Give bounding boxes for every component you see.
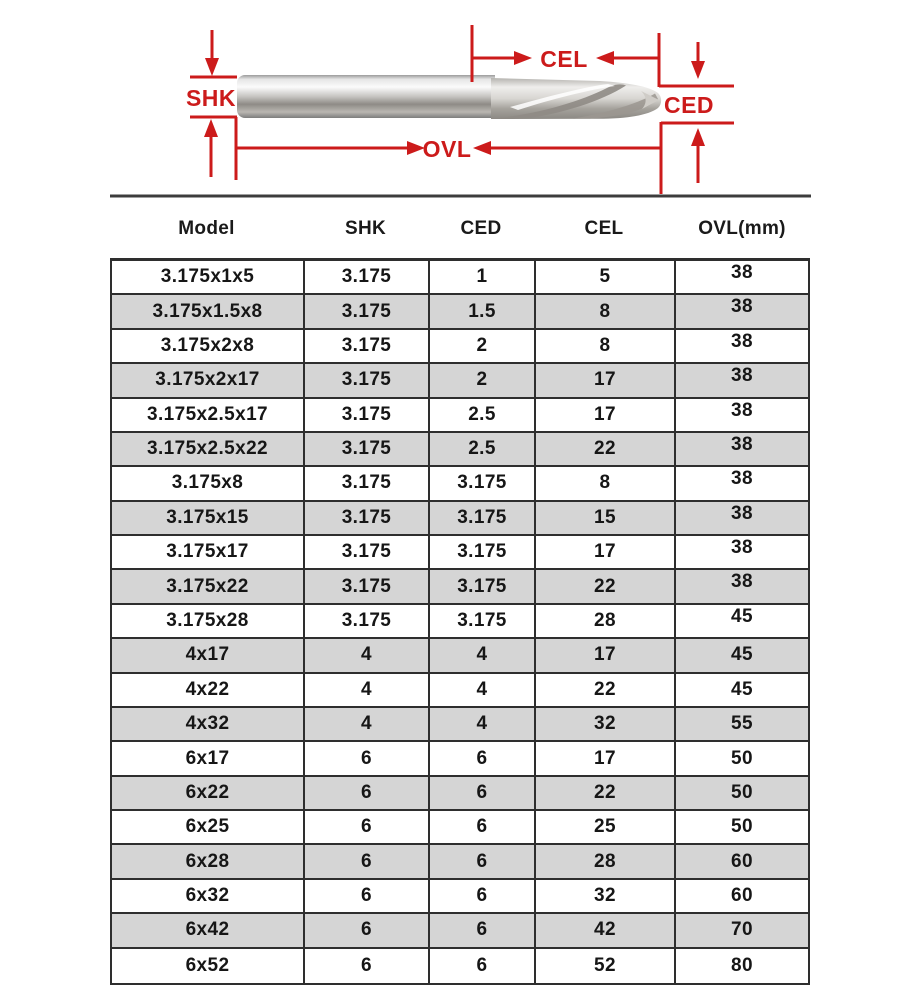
table-row <box>112 777 808 811</box>
table-row <box>112 502 808 536</box>
cell-shk: 3.175 <box>305 330 430 362</box>
cell-model: 6x32 <box>112 880 305 912</box>
table-row <box>112 605 808 639</box>
cell-cel: 22 <box>536 777 676 809</box>
cell-cel: 42 <box>536 914 676 946</box>
cell-ovl: 38 <box>731 537 753 559</box>
cell-model: 4x32 <box>112 708 305 740</box>
ced-dimension-label: CED <box>663 92 715 118</box>
cell-ced: 4 <box>430 708 536 740</box>
column-header-model: Model <box>178 218 235 239</box>
cell-ced: 2.5 <box>430 433 536 465</box>
cell-ced: 1.5 <box>430 295 536 327</box>
column-header-ced: CED <box>460 218 502 239</box>
spec-table <box>110 258 810 985</box>
cell-model: 6x17 <box>112 742 305 774</box>
cell-ovl: 38 <box>731 433 753 455</box>
table-row <box>112 742 808 776</box>
cell-ced: 3.175 <box>430 605 536 637</box>
column-header-shk: SHK <box>344 218 386 239</box>
cell-ovl: 45 <box>731 605 753 627</box>
cell-ced: 6 <box>430 811 536 843</box>
cell-model: 6x25 <box>112 811 305 843</box>
table-row <box>112 433 808 467</box>
column-header-ovl: OVL(mm) <box>698 218 786 239</box>
cell-ced: 6 <box>430 914 536 946</box>
table-row <box>112 295 808 329</box>
cell-ced: 6 <box>430 845 536 877</box>
table-row <box>112 914 808 948</box>
table-row <box>112 949 808 983</box>
cell-shk: 6 <box>305 777 430 809</box>
table-row <box>112 811 808 845</box>
cell-shk: 3.175 <box>305 467 430 499</box>
cell-ovl: 45 <box>731 644 753 666</box>
cell-shk: 6 <box>305 949 430 983</box>
cell-shk: 6 <box>305 742 430 774</box>
cell-cel: 5 <box>536 261 676 293</box>
cell-shk: 3.175 <box>305 399 430 431</box>
column-header-cel: CEL <box>584 218 624 239</box>
table-row <box>112 330 808 364</box>
cell-ced: 4 <box>430 639 536 671</box>
cell-ovl: 50 <box>731 816 753 838</box>
cell-ced: 6 <box>430 949 536 983</box>
cell-ovl: 70 <box>731 919 753 941</box>
cell-ced: 3.175 <box>430 467 536 499</box>
table-row <box>112 261 808 295</box>
cell-shk: 3.175 <box>305 364 430 396</box>
cell-ovl: 38 <box>731 296 753 318</box>
cell-cel: 17 <box>536 399 676 431</box>
cell-ovl: 60 <box>731 850 753 872</box>
cell-ovl: 55 <box>731 713 753 735</box>
cell-ced: 4 <box>430 674 536 706</box>
table-row <box>112 639 808 673</box>
cell-cel: 28 <box>536 605 676 637</box>
cell-ced: 2 <box>430 364 536 396</box>
cell-cel: 8 <box>536 467 676 499</box>
cell-cel: 8 <box>536 330 676 362</box>
cell-model: 3.175x22 <box>112 570 305 602</box>
cell-ovl: 38 <box>731 468 753 490</box>
cell-shk: 6 <box>305 914 430 946</box>
cell-model: 3.175x2x8 <box>112 330 305 362</box>
table-row <box>112 570 808 604</box>
table-header-row <box>110 200 810 258</box>
cell-shk: 3.175 <box>305 433 430 465</box>
cell-cel: 22 <box>536 674 676 706</box>
cell-ced: 3.175 <box>430 536 536 568</box>
cell-cel: 22 <box>536 570 676 602</box>
cell-cel: 8 <box>536 295 676 327</box>
cell-ovl: 50 <box>731 781 753 803</box>
cell-cel: 17 <box>536 364 676 396</box>
cell-model: 6x52 <box>112 949 305 983</box>
cell-cel: 32 <box>536 880 676 912</box>
cell-model: 3.175x1.5x8 <box>112 295 305 327</box>
cell-shk: 6 <box>305 845 430 877</box>
cell-ced: 3.175 <box>430 502 536 534</box>
cell-shk: 3.175 <box>305 295 430 327</box>
cell-model: 6x28 <box>112 845 305 877</box>
endmill-dimension-diagram <box>0 0 919 205</box>
table-row <box>112 536 808 570</box>
cell-cel: 17 <box>536 536 676 568</box>
cell-model: 3.175x2x17 <box>112 364 305 396</box>
cell-ced: 6 <box>430 880 536 912</box>
cell-shk: 3.175 <box>305 536 430 568</box>
table-row <box>112 467 808 501</box>
cell-shk: 3.175 <box>305 570 430 602</box>
cell-shk: 6 <box>305 811 430 843</box>
cell-cel: 17 <box>536 742 676 774</box>
cell-shk: 3.175 <box>305 605 430 637</box>
cell-model: 3.175x2.5x22 <box>112 433 305 465</box>
table-row <box>112 364 808 398</box>
cell-cel: 52 <box>536 949 676 983</box>
table-row <box>112 399 808 433</box>
cell-model: 4x17 <box>112 639 305 671</box>
cell-model: 3.175x28 <box>112 605 305 637</box>
cell-shk: 4 <box>305 639 430 671</box>
cel-dimension-label: CEL <box>540 46 588 72</box>
table-row <box>112 708 808 742</box>
cell-shk: 4 <box>305 674 430 706</box>
ovl-dimension-label: OVL <box>422 136 472 162</box>
cell-cel: 28 <box>536 845 676 877</box>
table-row <box>112 674 808 708</box>
cell-ovl: 38 <box>731 502 753 524</box>
cell-ovl: 38 <box>731 399 753 421</box>
cell-shk: 3.175 <box>305 261 430 293</box>
cell-ovl: 80 <box>731 954 753 976</box>
cell-model: 3.175x2.5x17 <box>112 399 305 431</box>
cell-ced: 6 <box>430 777 536 809</box>
cell-ced: 2 <box>430 330 536 362</box>
cell-shk: 6 <box>305 880 430 912</box>
cell-ced: 1 <box>430 261 536 293</box>
cell-ovl: 38 <box>731 571 753 593</box>
cell-cel: 32 <box>536 708 676 740</box>
cell-model: 6x22 <box>112 777 305 809</box>
cell-ced: 6 <box>430 742 536 774</box>
endmill-shank <box>248 75 495 118</box>
cell-model: 3.175x8 <box>112 467 305 499</box>
table-row <box>112 845 808 879</box>
cell-shk: 3.175 <box>305 502 430 534</box>
cell-ced: 3.175 <box>430 570 536 602</box>
cell-ovl: 50 <box>731 747 753 769</box>
shk-dimension-label: SHK <box>185 85 237 111</box>
cell-ovl: 60 <box>731 885 753 907</box>
cell-cel: 15 <box>536 502 676 534</box>
cell-cel: 17 <box>536 639 676 671</box>
cell-cel: 25 <box>536 811 676 843</box>
cell-ovl: 38 <box>731 365 753 387</box>
cell-model: 3.175x1x5 <box>112 261 305 293</box>
cell-ovl: 38 <box>731 262 753 283</box>
cell-model: 6x42 <box>112 914 305 946</box>
endmill-flute-section <box>491 78 661 119</box>
cell-shk: 4 <box>305 708 430 740</box>
cell-ced: 2.5 <box>430 399 536 431</box>
table-row <box>112 880 808 914</box>
cell-model: 3.175x15 <box>112 502 305 534</box>
cell-ovl: 38 <box>731 330 753 352</box>
cell-cel: 22 <box>536 433 676 465</box>
cell-model: 3.175x17 <box>112 536 305 568</box>
cell-ovl: 45 <box>731 678 753 700</box>
cell-model: 4x22 <box>112 674 305 706</box>
endmill-photo <box>237 75 661 119</box>
